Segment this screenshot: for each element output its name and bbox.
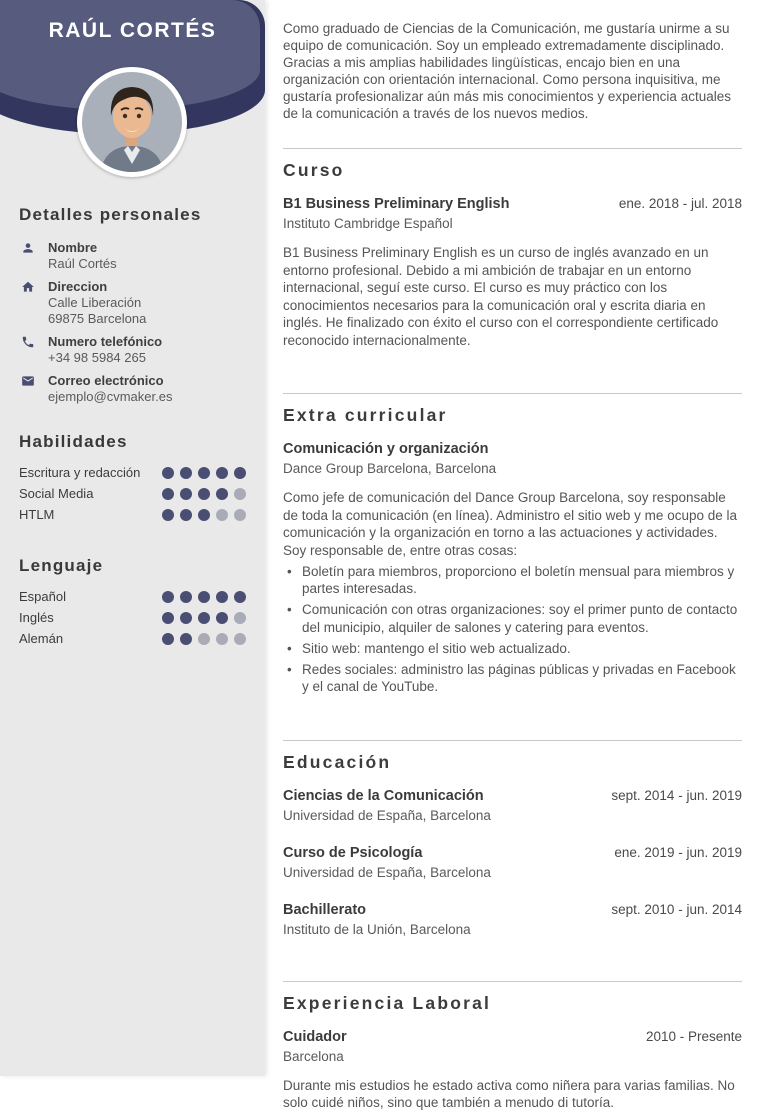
entry-subtitle: Dance Group Barcelona, Barcelona (283, 461, 497, 476)
rating-dot-empty (234, 612, 246, 624)
entry-subtitle: Universidad de España, Barcelona (283, 864, 491, 880)
skill-label: Social Media (19, 486, 94, 501)
detail-item-name (19, 240, 246, 272)
entry-description: B1 Business Preliminary English es un curso de inglés avanzado en un entorno profesional. Debido a mi ambición de trabajar en un entorno internacional, seguí este curso. El curso es muy práctico con los conocimientos necesarios para la comunicación oral y escrita diaria en inglés. He finalizado con éxito el curso con el correspondiente certificado reconocido internacionalmente. (283, 245, 719, 348)
rating-dot-filled (162, 591, 174, 603)
rating-dot-filled (198, 488, 210, 500)
entry (283, 441, 742, 696)
entry (283, 1029, 742, 1112)
entry-date: 2010 - Presente (645, 1028, 742, 1044)
section-extra-curricular (283, 393, 742, 696)
sidebar-header (0, 0, 265, 178)
bullet-item: • Redes sociales: administro las páginas públicas y privadas en Facebook y el canal de YouTube. (283, 661, 742, 696)
rating-dot-empty (198, 633, 210, 645)
detail-label: Numero telefónico (48, 334, 163, 349)
person-name: RAÚL CORTÉS (48, 19, 217, 42)
rating-dot-filled (216, 467, 228, 479)
entry-date: ene. 2018 - jul. 2018 (618, 196, 742, 211)
entry-subtitle: Universidad de España, Barcelona (283, 807, 491, 823)
language-row (19, 586, 246, 607)
entry-head (283, 845, 742, 861)
language-row (19, 607, 246, 628)
rating-dot-filled (162, 509, 174, 521)
rating-dot-filled (198, 591, 210, 603)
rating-dot-filled (162, 488, 174, 500)
section-heading: Experiencia Laboral (283, 992, 492, 1013)
detail-value: Raúl Cortés (48, 256, 117, 271)
entry (283, 788, 742, 823)
languages-list (19, 586, 246, 649)
skill-row (19, 483, 246, 504)
profile-summary: Como graduado de Ciencias de la Comunicación, me gustaría unirme a su equipo de comunicación. Soy un empleado extremadamente disciplinado. Gracias a mis amplias habilidades lingüísticas, encajo bien en una organización con orientación internacional. Como persona inquisitiva, me gustaría profesionalizar aún más mis conocimientos y experiencia actuales de la comunicación a través de los nuevos medios. (283, 21, 731, 121)
detail-value: ejemplo@cvmaker.es (48, 389, 173, 404)
skill-label: HTLM (19, 507, 55, 522)
skill-rating-dots (162, 467, 246, 479)
skill-rating-dots (162, 488, 246, 500)
avatar (77, 67, 187, 177)
entry-date: sept. 2010 - jun. 2014 (611, 901, 742, 917)
personal-details-heading: Detalles personales (19, 205, 202, 224)
rating-dot-filled (234, 591, 246, 603)
entry-head (283, 902, 742, 918)
entry-description: Como jefe de comunicación del Dance Group Barcelona, soy responsable de toda la comunicación (en línea). Administro el sitio web y me ocupo de la comunicación y la organización en torno a las actuaciones y actividades. Soy responsable de, entre otras cosas: (283, 490, 737, 558)
envelope-icon (21, 374, 35, 388)
skill-rating-dots (162, 509, 246, 521)
rating-dot-empty (216, 633, 228, 645)
detail-item-address (19, 279, 246, 327)
entry (283, 845, 742, 880)
entry-title: Ciencias de la Comunicación (283, 787, 484, 804)
skills-list (19, 462, 246, 525)
sidebar (0, 0, 265, 1076)
detail-value: Calle Liberación (48, 295, 142, 310)
section-heading: Educación (283, 751, 392, 772)
rating-dot-filled (180, 612, 192, 624)
skill-label: Escritura y redacción (19, 465, 141, 480)
rating-dot-filled (234, 467, 246, 479)
entry-subtitle: Barcelona (283, 1048, 344, 1064)
language-rating-dots (162, 612, 246, 624)
detail-label: Direccion (48, 279, 108, 294)
entry (283, 196, 742, 349)
rating-dot-filled (180, 467, 192, 479)
language-label: Inglés (19, 610, 54, 625)
section-heading: Curso (283, 160, 345, 180)
entry-subtitle: Instituto de la Unión, Barcelona (283, 921, 471, 937)
section-experiencia-laboral (283, 981, 742, 1112)
entry-date: sept. 2014 - jun. 2019 (611, 787, 742, 803)
rating-dot-empty (234, 488, 246, 500)
bullet-item: • Sitio web: mantengo el sitio web actualizado. (283, 640, 742, 658)
detail-label: Correo electrónico (48, 373, 164, 388)
rating-dot-empty (234, 633, 246, 645)
rating-dot-filled (162, 612, 174, 624)
rating-dot-empty (216, 509, 228, 521)
entry-head (283, 196, 742, 212)
language-rating-dots (162, 633, 246, 645)
rating-dot-filled (162, 633, 174, 645)
personal-details-list (19, 240, 246, 405)
language-rating-dots (162, 591, 246, 603)
section-curso (283, 148, 742, 349)
entry-head (283, 788, 742, 804)
sidebar-content (0, 205, 265, 649)
entry-subtitle: Instituto Cambridge Español (283, 216, 453, 231)
entry-title: B1 Business Preliminary English (283, 196, 510, 212)
detail-item-email (19, 373, 246, 405)
avatar-illustration (82, 72, 182, 172)
language-label: Alemán (19, 631, 64, 646)
rating-dot-filled (180, 591, 192, 603)
bullet-list (283, 563, 742, 696)
home-icon (21, 280, 35, 294)
rating-dot-filled (216, 488, 228, 500)
bullet-item: • Comunicación con otras organizaciones: soy el primer punto de contacto del municipio, alquiler de salones y catering para eventos. (283, 601, 742, 636)
rating-dot-filled (198, 612, 210, 624)
rating-dot-filled (180, 488, 192, 500)
entry-date: ene. 2019 - jun. 2019 (614, 844, 742, 860)
bullet-item: • Boletín para miembros, proporciono el boletín mensual para miembros y partes interesadas. (283, 563, 742, 598)
skill-row (19, 462, 246, 483)
rating-dot-filled (216, 591, 228, 603)
rating-dot-filled (180, 633, 192, 645)
entry (283, 902, 742, 937)
entry-title: Cuidador (283, 1028, 347, 1045)
section-heading: Extra curricular (283, 405, 448, 425)
entry-title: Curso de Psicología (283, 844, 423, 861)
entry-description: Durante mis estudios he estado activa como niñera para varias familias. No solo cuidé niños, sino que también a menudo di tutoría. (283, 1077, 735, 1110)
detail-item-phone (19, 334, 246, 366)
main-content (265, 0, 760, 1112)
rating-dot-empty (234, 509, 246, 521)
entry-title: Comunicación y organización (283, 441, 489, 457)
entry-head (283, 441, 742, 457)
rating-dot-filled (198, 467, 210, 479)
entry-head (283, 1029, 742, 1045)
detail-value: +34 98 5984 265 (48, 350, 146, 365)
rating-dot-filled (198, 509, 210, 521)
language-row (19, 628, 246, 649)
person-icon (21, 241, 35, 255)
rating-dot-filled (180, 509, 192, 521)
detail-label: Nombre (48, 240, 98, 255)
rating-dot-filled (216, 612, 228, 624)
rating-dot-filled (162, 467, 174, 479)
entry-title: Bachillerato (283, 901, 366, 918)
detail-value: 69875 Barcelona (48, 311, 147, 326)
languages-heading: Lenguaje (19, 556, 104, 575)
phone-icon (21, 335, 35, 349)
language-label: Español (19, 589, 66, 604)
skill-row (19, 504, 246, 525)
skills-heading: Habilidades (19, 432, 128, 451)
section-educacion (283, 740, 742, 937)
